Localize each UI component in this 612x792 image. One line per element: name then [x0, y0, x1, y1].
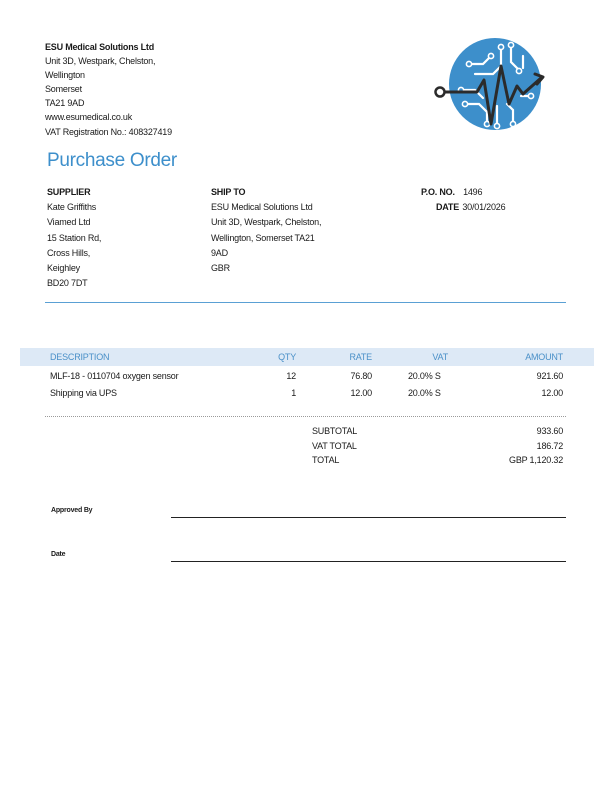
cell-description: Shipping via UPS [50, 388, 117, 398]
col-header-vat: VAT [432, 352, 448, 362]
totals-values [443, 424, 563, 468]
total-label: TOTAL [312, 455, 340, 465]
total-value: GBP 1,120.32 [509, 455, 563, 465]
cell-vat: 20.0% S [408, 371, 441, 381]
table-header [20, 348, 594, 366]
col-header-amount: AMOUNT [525, 352, 563, 362]
approved-by-label: Approved By [51, 507, 93, 514]
supplier-line: Cross Hills, [47, 247, 91, 258]
table-row [0, 388, 612, 402]
col-header-rate: RATE [349, 352, 372, 362]
vat-registration: VAT Registration No.: 408327419 [45, 126, 172, 137]
col-header-description: DESCRIPTION [50, 352, 110, 362]
date-label: Date [51, 551, 66, 558]
table-row [0, 371, 612, 385]
subtotal-value: 933.60 [536, 426, 563, 436]
ship-to-line: Unit 3D, Westpark, Chelston, [211, 217, 322, 228]
address-line: TA21 9AD [45, 98, 85, 109]
supplier-line: Kate Griffiths [47, 202, 97, 213]
po-date: 30/01/2026 [462, 202, 506, 213]
vat-total-value: 186.72 [536, 440, 563, 451]
ship-to-line: ESU Medical Solutions Ltd [211, 202, 313, 213]
address-line: Wellington [45, 70, 85, 81]
ship-to-heading: SHIP TO [211, 187, 246, 197]
address-line: Somerset [45, 84, 82, 95]
supplier-line: 15 Station Rd, [47, 232, 102, 243]
cell-amount: 12.00 [541, 388, 563, 398]
company-website: www.esumedical.co.uk [45, 112, 133, 123]
ship-to-block [211, 185, 321, 276]
ship-to-line: Wellington, Somerset TA21 [211, 232, 315, 243]
cell-amount: 921.60 [536, 371, 563, 381]
col-header-qty: QTY [278, 352, 296, 362]
company-address-block [45, 40, 172, 139]
supplier-line: Keighley [47, 263, 80, 274]
cell-vat: 20.0% S [408, 388, 441, 398]
date-signature-line[interactable] [171, 561, 566, 562]
po-date-label: DATE [436, 202, 460, 213]
cell-rate: 76.80 [350, 371, 372, 381]
cell-description: MLF-18 - 0110704 oxygen sensor [50, 371, 179, 381]
address-line: Unit 3D, Westpark, Chelston, [45, 56, 156, 67]
vat-total-label: VAT TOTAL [312, 440, 357, 451]
approved-by-signature-line[interactable] [171, 517, 566, 518]
po-details [421, 185, 505, 215]
supplier-heading: SUPPLIER [47, 187, 91, 197]
table-bottom-divider [45, 416, 566, 417]
supplier-line: BD20 7DT [47, 278, 88, 289]
po-number: 1496 [463, 187, 483, 197]
po-number-label: P.O. NO. [421, 187, 455, 197]
cell-qty: 12 [286, 371, 296, 381]
supplier-block [47, 185, 101, 291]
supplier-line: Viamed Ltd [47, 217, 91, 228]
section-divider [45, 302, 566, 303]
ship-to-line: GBR [211, 263, 230, 274]
company-name: ESU Medical Solutions Ltd [45, 42, 155, 52]
cell-rate: 12.00 [350, 388, 372, 398]
subtotal-label: SUBTOTAL [312, 426, 358, 436]
totals-labels [312, 424, 357, 468]
medical-circuit-heartbeat-logo-icon [431, 34, 549, 138]
cell-qty: 1 [291, 388, 296, 398]
document-title: Purchase Order [47, 150, 177, 171]
ship-to-line: 9AD [211, 247, 228, 258]
